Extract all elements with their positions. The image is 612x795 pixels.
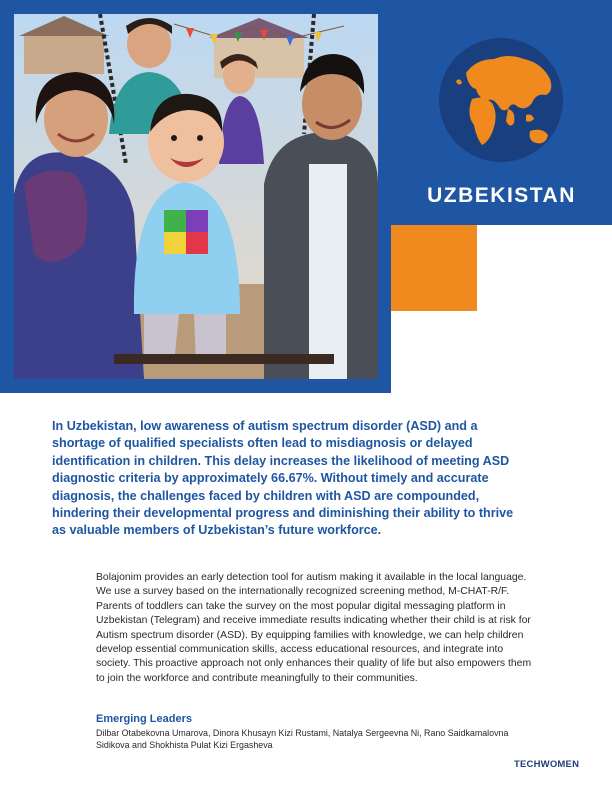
- family-photo: [14, 14, 378, 379]
- photo-frame: [0, 0, 391, 393]
- country-title: UZBEKISTAN: [427, 184, 576, 207]
- body-paragraph: Bolajonim provides an early detection tool for autism making it available in the local language. We use a survey based on the internationally recognized screening method, M-CHAT-R/F. Parents of toddlers can take the survey on the most popular digital messaging platform in Uzbekistan (Telegram) and receive immediate results indicating whether their child is at risk for Autism spectrum disorder (ASD). By equipping families with knowledge, we can help children develop essential communication skills, access educational resources, and integrate into society. This proactive approach not only enhances their quality of life but also empowers them to join the workforce and contribute meaningfully to their communities.: [96, 572, 532, 684]
- accent-square: [391, 225, 477, 311]
- techwomen-logo: TECHWOMEN: [514, 759, 580, 770]
- globe-icon: [438, 37, 564, 163]
- country-panel: [391, 0, 612, 225]
- leaders-names: Dilbar Otabekovna Umarova, Dinora Khusayn Kizi Rustami, Natalya Sergeevna Ni, Rano Saidkamalovna Sidikova and Shokhista Pulat Kizi Ergasheva: [96, 728, 509, 750]
- leaders-heading: Emerging Leaders: [96, 713, 192, 725]
- intro-paragraph: In Uzbekistan, low awareness of autism spectrum disorder (ASD) and a shortage of qualified specialists often lead to misdiagnosis or delayed identification in children. This delay increases the likelihood of meeting ASD diagnostic criteria by approximately 66.67%. Without timely and accurate diagnosis, the challenges faced by children with ASD are compounded, hindering their developmental progress and diminishing their ability to thrive as valuable members of Uzbekistan’s future workforce.: [52, 419, 514, 538]
